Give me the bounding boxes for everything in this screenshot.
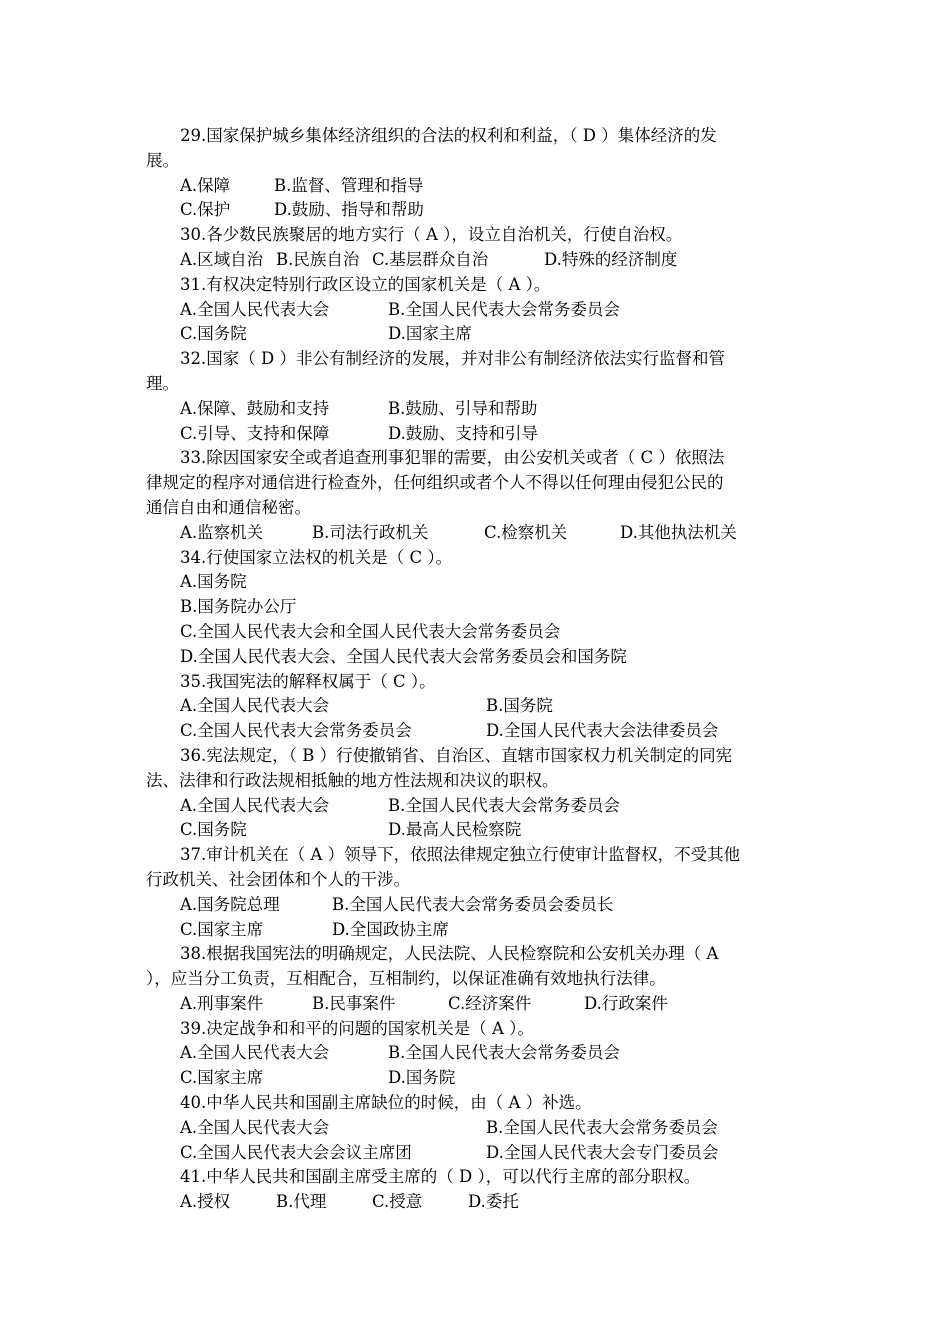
option-b: B.鼓励、引导和帮助 bbox=[388, 398, 538, 418]
question-35-options-row-2 bbox=[146, 719, 810, 744]
option-a: A.保障 bbox=[180, 175, 231, 195]
question-35-line-1: 35.我国宪法的解释权属于（ C ）。 bbox=[180, 671, 436, 691]
option-b: B.全国人民代表大会常务委员会委员长 bbox=[332, 894, 614, 914]
option-d: D.鼓励、指导和帮助 bbox=[274, 200, 424, 220]
question-37-line-1: 37.审计机关在（ A ）领导下，依照法律规定独立行使审计监督权，不受其他 bbox=[180, 845, 741, 865]
question-41-options-row-1 bbox=[146, 1190, 810, 1215]
option-c: C.经济案件 bbox=[448, 993, 532, 1013]
option-c: C.引导、支持和保障 bbox=[180, 423, 330, 443]
question-37-options-row-2 bbox=[146, 918, 810, 943]
question-32-line-1: 32.国家（ D ）非公有制经济的发展，并对非公有制经济依法实行监督和管 bbox=[180, 349, 725, 369]
option-d: D.最高人民检察院 bbox=[388, 820, 522, 840]
option-d: D.特殊的经济制度 bbox=[544, 249, 678, 269]
question-40-options-row-1 bbox=[146, 1116, 810, 1141]
option-c: C.全国人民代表大会常务委员会 bbox=[180, 721, 412, 741]
option-b: B.全国人民代表大会常务委员会 bbox=[388, 795, 620, 815]
question-30-options-row-1 bbox=[146, 248, 810, 273]
option-b: B.代理 bbox=[276, 1192, 327, 1212]
question-34-options-row-4 bbox=[146, 645, 810, 670]
option-c: C.基层群众自治 bbox=[372, 249, 489, 269]
question-39-options-row-1 bbox=[146, 1041, 810, 1066]
option-d: D.委托 bbox=[468, 1192, 519, 1212]
document-page bbox=[146, 124, 810, 1215]
option-b: B.全国人民代表大会常务委员会 bbox=[486, 1117, 718, 1137]
option-d: D.全国人民代表大会法律委员会 bbox=[486, 721, 719, 741]
question-40-options-row-2 bbox=[146, 1141, 810, 1166]
question-29-options-row-1 bbox=[146, 174, 810, 199]
option-a: A.刑事案件 bbox=[180, 993, 264, 1013]
question-31-options-row-1 bbox=[146, 298, 810, 323]
question-38-options-row-1 bbox=[146, 992, 810, 1017]
option-d: D.国家主席 bbox=[388, 324, 472, 344]
question-33-line-3: 通信自由和通信秘密。 bbox=[146, 497, 311, 517]
option-a: A.全国人民代表大会 bbox=[180, 795, 330, 815]
option-d: D.全国人民代表大会专门委员会 bbox=[486, 1142, 719, 1162]
option-a: A.保障、鼓励和支持 bbox=[180, 398, 330, 418]
option-b: B.民事案件 bbox=[312, 993, 396, 1013]
question-33-options-row-1 bbox=[146, 521, 810, 546]
option-c: C.全国人民代表大会和全国人民代表大会常务委员会 bbox=[180, 621, 561, 641]
option-c: C.国家主席 bbox=[180, 919, 264, 939]
option-b: B.全国人民代表大会常务委员会 bbox=[388, 299, 620, 319]
question-34-options-row-3 bbox=[146, 620, 810, 645]
option-c: C.国务院 bbox=[180, 324, 247, 344]
option-d: D.全国人民代表大会、全国人民代表大会常务委员会和国务院 bbox=[180, 646, 627, 666]
option-c: C.授意 bbox=[372, 1192, 423, 1212]
question-36-options-row-2 bbox=[146, 818, 810, 843]
option-c: C.国家主席 bbox=[180, 1068, 264, 1088]
question-38-line-1: 38.根据我国宪法的明确规定，人民法院、人民检察院和公安机关办理（ A bbox=[180, 944, 719, 964]
option-b: B.司法行政机关 bbox=[312, 522, 429, 542]
question-36-options-row-1 bbox=[146, 794, 810, 819]
question-38-line-2: ），应当分工负责，互相配合，互相制约，以保证准确有效地执行法律。 bbox=[146, 969, 666, 989]
option-b: B.国务院 bbox=[486, 696, 553, 716]
question-32-line-2: 理。 bbox=[146, 373, 179, 393]
option-d: D.全国政协主席 bbox=[332, 919, 449, 939]
option-b: B.国务院办公厅 bbox=[180, 597, 297, 617]
question-33-line-1: 33.除因国家安全或者追查刑事犯罪的需要，由公安机关或者（ C ）依照法 bbox=[180, 448, 725, 468]
option-d: D.其他执法机关 bbox=[620, 522, 737, 542]
option-c: C.保护 bbox=[180, 200, 231, 220]
question-30-line-1: 30.各少数民族聚居的地方实行（ A ），设立自治机关，行使自治权。 bbox=[180, 225, 683, 245]
option-b: B.监督、管理和指导 bbox=[274, 175, 424, 195]
question-29-line-1: 29.国家保护城乡集体经济组织的合法的权利和利益，（ D ）集体经济的发 bbox=[180, 126, 717, 145]
option-a: A.全国人民代表大会 bbox=[180, 1117, 330, 1137]
question-39-options-row-2 bbox=[146, 1066, 810, 1091]
option-a: A.监察机关 bbox=[180, 522, 264, 542]
option-a: A.全国人民代表大会 bbox=[180, 1043, 330, 1063]
option-d: D.鼓励、支持和引导 bbox=[388, 423, 538, 443]
question-31-options-row-2 bbox=[146, 322, 810, 347]
question-36-line-2: 法、法律和行政法规相抵触的地方性法规和决议的职权。 bbox=[146, 770, 559, 790]
option-d: D.行政案件 bbox=[584, 993, 668, 1013]
question-36-line-1: 36.宪法规定，（ B ）行使撤销省、自治区、直辖市国家权力机关制定的同宪 bbox=[180, 745, 733, 765]
option-c: C.全国人民代表大会会议主席团 bbox=[180, 1142, 412, 1162]
question-31-line-1: 31.有权决定特别行政区设立的国家机关是（ A ）。 bbox=[180, 274, 551, 294]
question-35-options-row-1 bbox=[146, 694, 810, 719]
option-a: A.全国人民代表大会 bbox=[180, 299, 330, 319]
option-b: B.民族自治 bbox=[276, 249, 360, 269]
question-34-options-row-2 bbox=[146, 595, 810, 620]
option-a: A.国务院总理 bbox=[180, 894, 280, 914]
question-32-options-row-1 bbox=[146, 397, 810, 422]
question-41-line-1: 41.中华人民共和国副主席受主席的（ D ），可以代行主席的部分职权。 bbox=[180, 1167, 701, 1187]
option-a: A.全国人民代表大会 bbox=[180, 696, 330, 716]
question-37-line-2: 行政机关、社会团体和个人的干涉。 bbox=[146, 869, 410, 889]
option-a: A.国务院 bbox=[180, 572, 247, 592]
question-32-options-row-2 bbox=[146, 422, 810, 447]
question-34-options-row-1 bbox=[146, 570, 810, 595]
question-40-line-1: 40.中华人民共和国副主席缺位的时候，由（ A ）补选。 bbox=[180, 1093, 592, 1113]
option-c: C.国务院 bbox=[180, 820, 247, 840]
question-29-line-2: 展。 bbox=[146, 150, 179, 170]
question-37-options-row-1 bbox=[146, 893, 810, 918]
option-a: A.授权 bbox=[180, 1192, 231, 1212]
option-b: B.全国人民代表大会常务委员会 bbox=[388, 1043, 620, 1063]
option-d: D.国务院 bbox=[388, 1068, 456, 1088]
option-c: C.检察机关 bbox=[484, 522, 568, 542]
question-39-line-1: 39.决定战争和和平的问题的国家机关是（ A ）。 bbox=[180, 1018, 534, 1038]
question-29-options-row-2 bbox=[146, 198, 810, 223]
option-a: A.区域自治 bbox=[180, 249, 264, 269]
question-34-line-1: 34.行使国家立法权的机关是（ C ）。 bbox=[180, 547, 453, 567]
question-33-line-2: 律规定的程序对通信进行检查外，任何组织或者个人不得以任何理由侵犯公民的 bbox=[146, 473, 724, 493]
